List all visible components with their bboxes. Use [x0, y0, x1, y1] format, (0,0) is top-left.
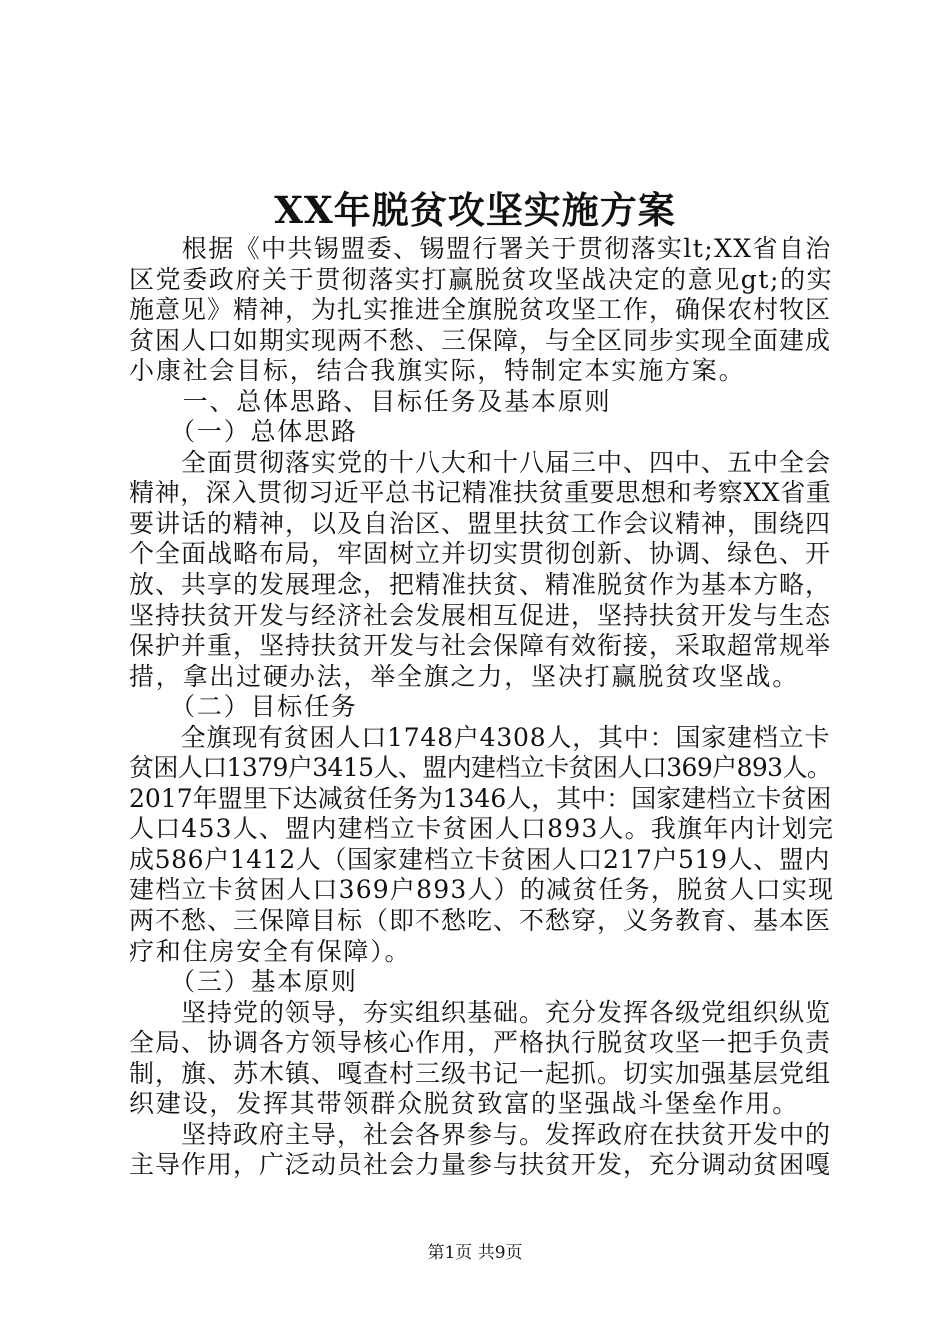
text-line: 建档立卡贫困人口369户893人）的减贫任务，脱贫人口实现 — [129, 875, 835, 905]
text-line: 疗和住房安全有保障）。 — [129, 936, 412, 966]
text-line: 一、总体思路、目标任务及基本原则 — [129, 386, 612, 416]
text-line: 全旗现有贫困人口1748户4308人，其中：国家建档立卡 — [129, 722, 831, 752]
text-line: 区党委政府关于贯彻落实打赢脱贫攻坚战决定的意见gt;的实 — [129, 264, 834, 294]
text-line: 保护并重，坚持扶贫开发与社会保障有效衔接，采取超常规举 — [129, 631, 832, 661]
document-title: XX年脱贫攻坚实施方案 — [274, 188, 676, 232]
text-line: 全面贯彻落实党的十八大和十八届三中、四中、五中全会 — [129, 447, 832, 477]
text-line: 坚持党的领导，夯实组织基础。充分发挥各级党组织纵览 — [129, 997, 832, 1027]
text-line: 贫困人口1379户3415人、盟内建档立卡贫困人口369户893人。 — [129, 753, 832, 783]
text-line: 人口453人、盟内建档立卡贫困人口893人。我旗年内计划完 — [129, 814, 835, 844]
text-line: 要讲话的精神，以及自治区、盟里扶贫工作会议精神，围绕四 — [129, 508, 832, 538]
document-body — [129, 234, 835, 1181]
text-line: 个全面战略布局，牢固树立并切实贯彻创新、协调、绿色、开 — [129, 539, 832, 569]
text-line: 制，旗、苏木镇、嘎查村三级书记一起抓。切实加强基层党组 — [129, 1058, 832, 1088]
text-line: 主导作用，广泛动员社会力量参与扶贫开发，充分调动贫困嘎 — [129, 1150, 832, 1180]
text-line: 贫困人口如期实现两不愁、三保障，与全区同步实现全面建成 — [129, 325, 832, 355]
text-line: 织建设，发挥其带领群众脱贫致富的坚强战斗堡垒作用。 — [129, 1089, 800, 1119]
text-line: 成586户1412人（国家建档立卡贫困人口217户519人、盟内 — [129, 844, 830, 874]
text-line: 小康社会目标，结合我旗实际，特制定本实施方案。 — [129, 356, 746, 386]
page-footer: 第1页 共9页 — [427, 1243, 523, 1263]
text-line: 精神，深入贯彻习近平总书记精准扶贫重要思想和考察XX省重 — [129, 478, 832, 508]
text-line: 坚持扶贫开发与经济社会发展相互促进，坚持扶贫开发与生态 — [129, 600, 832, 630]
text-line: 放、共享的发展理念，把精准扶贫、精准脱贫作为基本方略， — [129, 570, 832, 600]
text-line: 措，拿出过硬办法，举全旗之力，坚决打赢脱贫攻坚战。 — [129, 661, 800, 691]
text-line: （三）基本原则 — [129, 967, 358, 997]
text-line: 施意见》精神，为扎实推进全旗脱贫攻坚工作，确保农村牧区 — [129, 295, 832, 325]
text-line: 两不愁、三保障目标（即不愁吃、不愁穿，义务教育、基本医 — [129, 906, 832, 936]
text-line: 坚持政府主导，社会各界参与。发挥政府在扶贫开发中的 — [129, 1119, 832, 1149]
text-line: 全局、协调各方领导核心作用，严格执行脱贫攻坚一把手负责 — [129, 1028, 832, 1058]
text-line: 根据《中共锡盟委、锡盟行署关于贯彻落实lt;XX省自治 — [129, 234, 832, 263]
text-line: 2017年盟里下达减贫任务为1346人，其中：国家建档立卡贫困 — [129, 783, 832, 813]
text-line: （一）总体思路 — [129, 417, 358, 447]
text-line: （二）目标任务 — [129, 692, 358, 722]
